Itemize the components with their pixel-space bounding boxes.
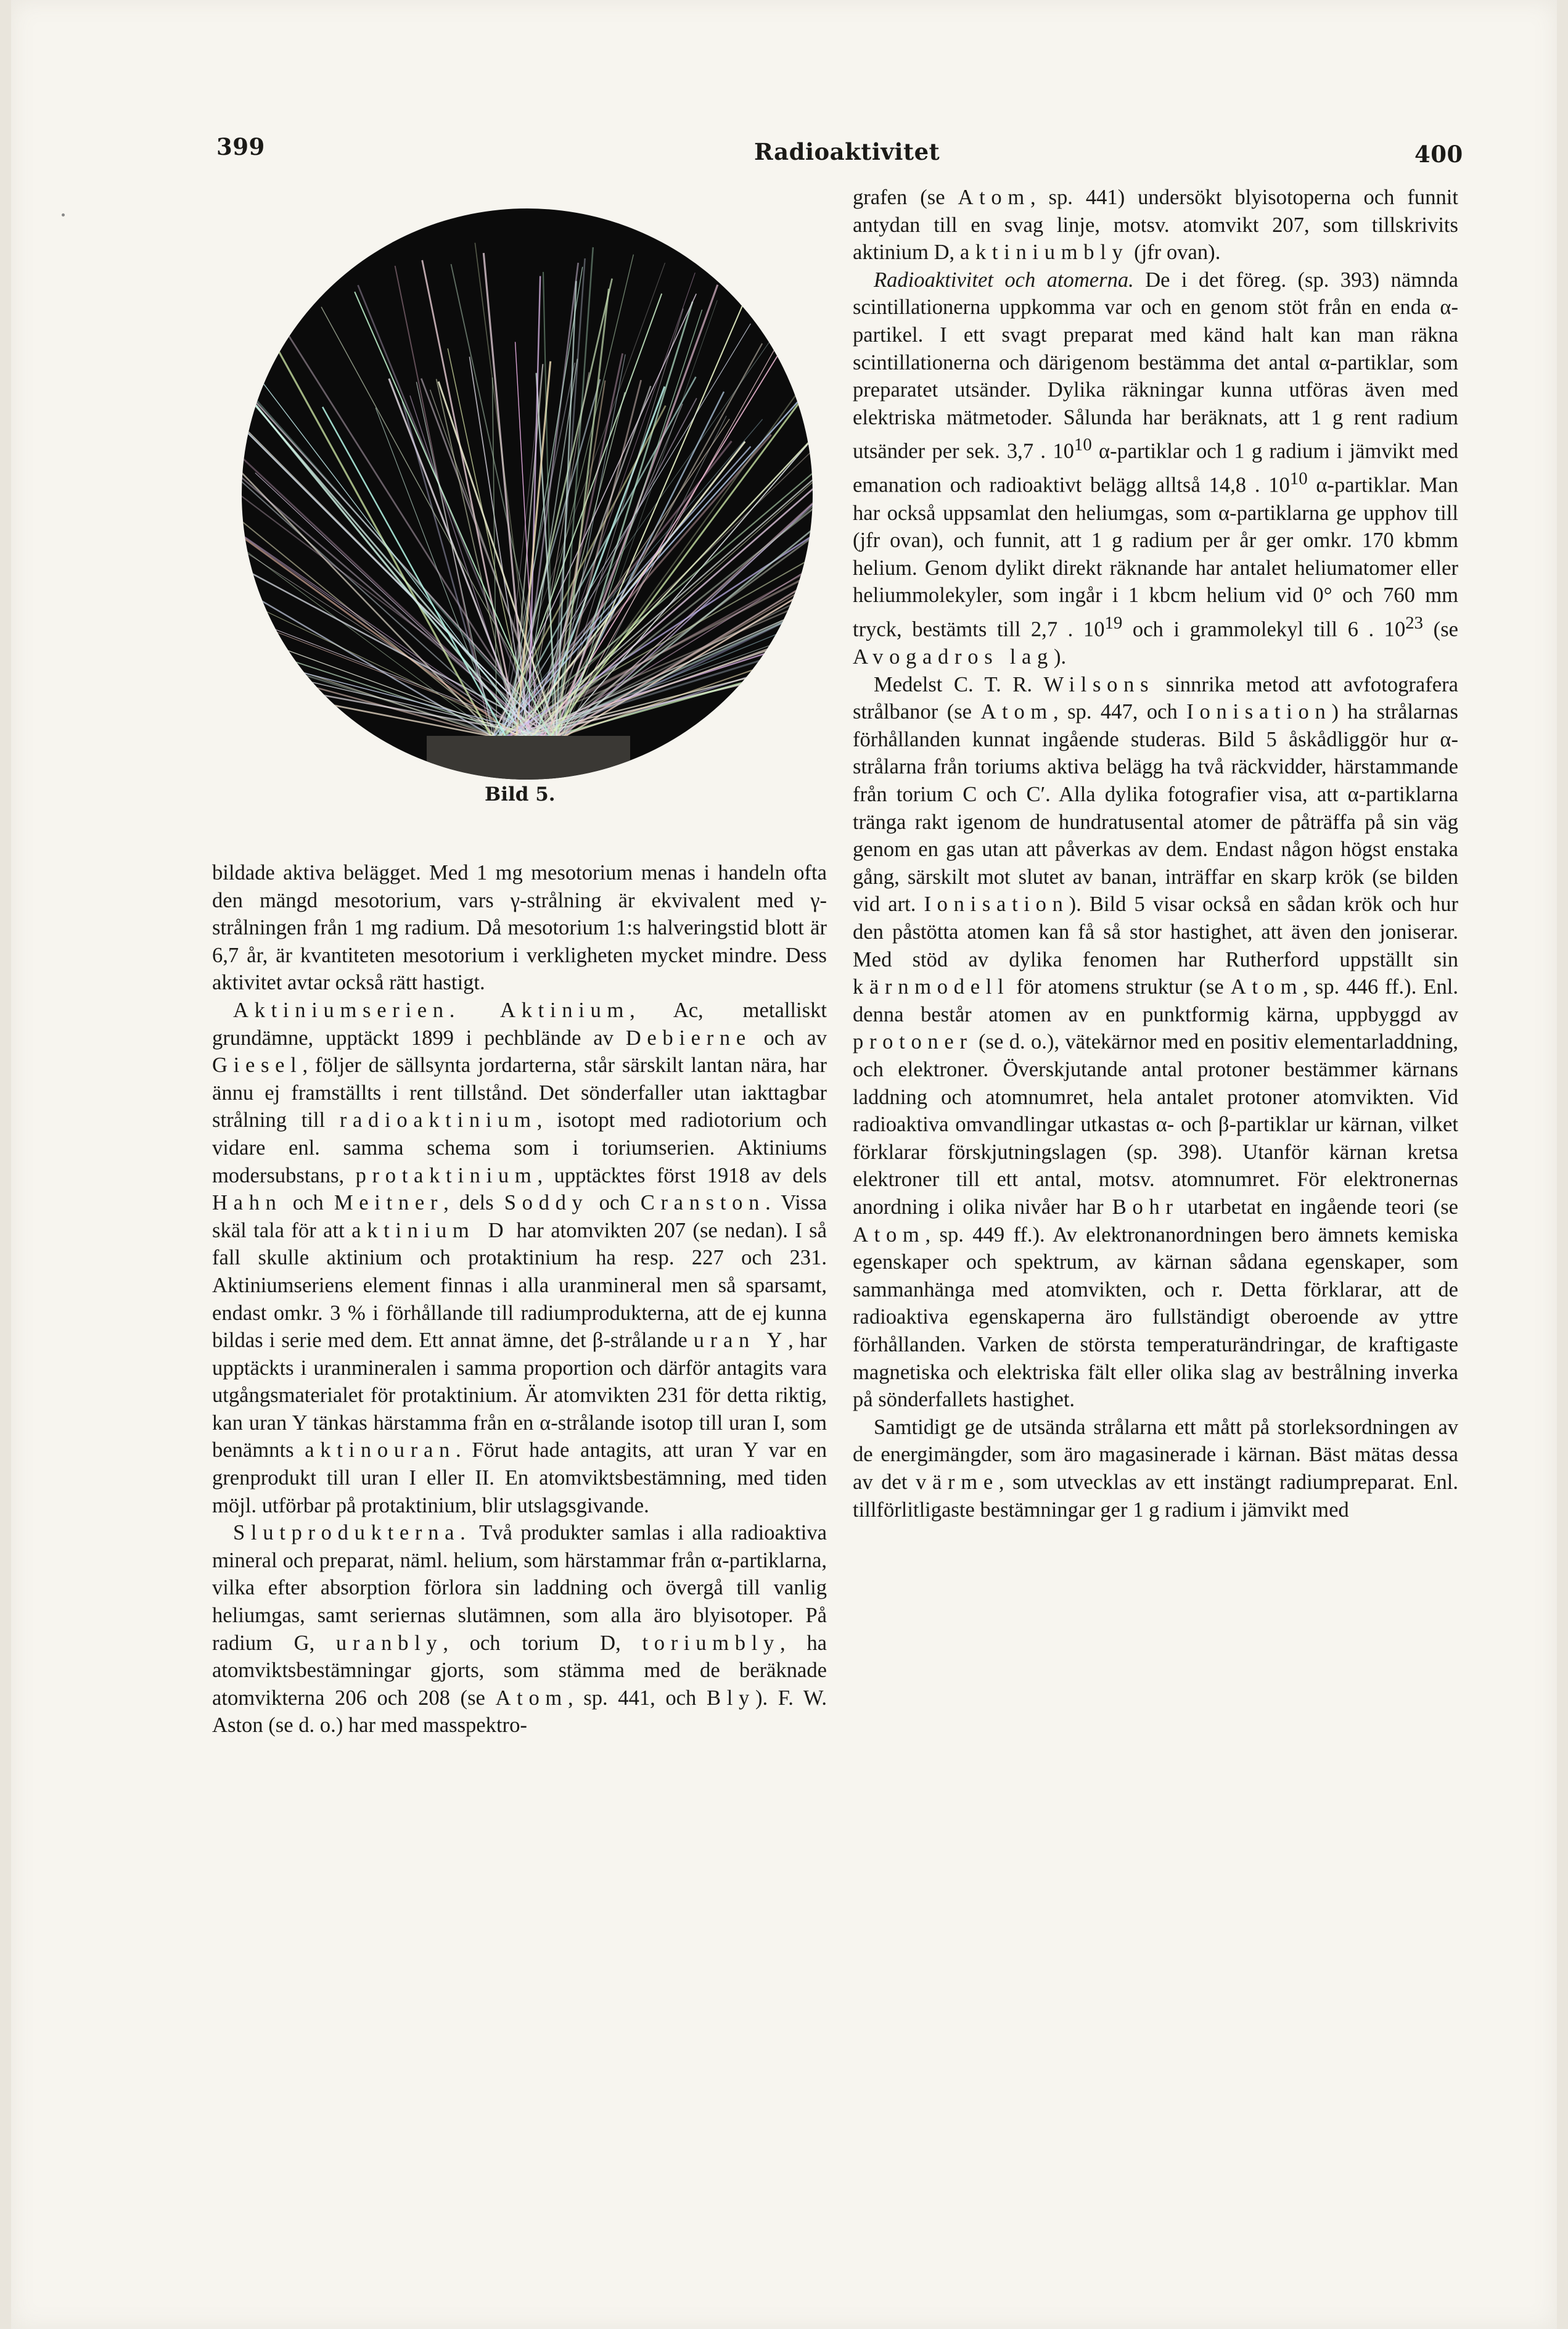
page-number-right: 400 <box>1414 141 1463 168</box>
alpha-track <box>242 600 511 739</box>
alpha-track <box>242 464 499 739</box>
paragraph: bildade aktiva belägget. Med 1 mg mesotorium menas i handeln ofta den mängd mesotorium, vars γ-strålning är ekvivalent med γ-strålningen från 1 mg radium. Då mesotorium 1:s halveringstid blott är 6,7 år, är kvantiteten mesotorium i verkligheten mycket mindre. Dess aktivitet avtar också rätt hastigt. <box>212 861 827 995</box>
alpha-track <box>543 272 554 739</box>
alpha-track <box>552 493 813 739</box>
alpha-tracks-image <box>242 208 813 780</box>
running-title: Radioaktivitet <box>754 138 940 165</box>
figure-caption: Bild 5. <box>485 783 556 806</box>
page <box>11 0 1557 2329</box>
paragraph: Medelst C. T. R. Wilsons sinnrika metod att avfotografera strålbanor (se Atom, sp. 447, och Ionisation) ha strålarnas förhållanden kunnat ingående studeras. Bild 5 åskådliggör hur α-strålarna från toriums aktiva belägg ha två räckvidder, härstammande från torium C och C′. Alla dylika fotografier visa, att α-partiklarna tränga rakt igenom de hundratusental atomer de påträffa på sin väg genom en gas utan att påverkas av dem. Endast någon högst enstaka gång, särskilt mot slutet av banan, inträffar en skarp krök (se bilden vid art. Ionisation). Bild 5 visar också en sådan krök och hur den påstötta atomen kan få så stor hastighet, att även den joniserar. Med stöd av dylika fenomen har Rutherford uppställt sin kärnmodell för atomens struktur (se Atom, sp. 446 ff.). Enl. denna består atomen av en punktformig kärna, uppbyggd av protoner (se d. o.), vätekärnor med en positiv elementarladdning, och elektroner. Överskjutande antal protoner bestämmer kärnans laddning och atomnumret, hela antalet protoner atomvikten. Vid radioaktiva omvandlingar utkastas α- och β-partiklar ur kärnan, vilket förklarar förskjutningslagen (sp. 398). Utanför kärnan kretsa elektroner till ett antal, motsv. atomnumret. För elektronernas anordning i olika nivåer har Bohr utarbetat en ingående teori (se Atom, sp. 449 ff.). Av elektronanordningen bero ämnets kemiska egenskaper och spektrum, av kärnan sådana egenskaper, som sammanhänga med atomvikten, och r. Detta förklarar, att de radioaktiva egenskaperna äro fullständigt oberoende av yttre förhållanden. Varken de största temperaturändringar, de kraftigaste magnetiska och elektriska fält eller olika slag av bestrålning inverka på sönderfallets hastighet. <box>853 672 1459 1412</box>
paragraph: Slutprodukterna. Två produkter samlas i alla radioaktiva mineral och preparat, näml. helium, som härstammar från α-partiklarna, vilka efter absorption förlora sin laddning och övergå till vanlig heliumgas, samt seriernas slutämnen, som alla äro blyisotoper. På radium G, uranbly, och torium D, toriumbly, ha atomviktsbestämningar gjorts, som stämma med de beräknade atomvikterna 206 och 208 (se Atom, sp. 441, och Bly). F. W. Aston (se d. o.) har med masspektro- <box>212 1521 827 1737</box>
paragraph: Radioaktivitet och atomerna. De i det föreg. (sp. 393) nämnda scintillationerna uppkomma var och en genom stöt från en enda α-partikel. I ett svagt preparat med känd halt kan man räkna scintillationerna och därigenom bestämma det antal α-partiklar, som preparatet utsänder. Dylika räkningar kunna utföras även med elektriska mätmetoder. Sålunda har beräknats, att 1 g rent radium utsänder per sek. 3,7 . $10^{10}$ α-partiklar och 1 g radium i jämvikt med emanation och radioaktivt belägg alltså 14,8 . $10^{10}$ α-partiklar. Man har också uppsamlat den heliumgas, som α-partiklarna ge upphov till (jfr ovan), och funnit, att 1 g radium per år ger omkr. 170 kbmm helium. Genom dylikt direkt räknande har antalet heliumatomer eller heliummolekyler, som ingår i 1 kbcm helium vid 0° och 760 mm tryck, bestämts till 2,7 . $10^{19}$ och i grammolekyl till 6 . $10^{23}$ (se Avogadros lag). <box>853 268 1458 669</box>
right-column <box>853 184 1458 1523</box>
alpha-track <box>242 414 546 739</box>
track-group <box>242 243 813 739</box>
cloud-chamber-photo <box>242 208 813 780</box>
paragraph: Aktiniumserien. Aktinium, Ac, metalliskt grundämne, upptäckt 1899 i pechblände av Debierne och av Giesel, följer de sällsynta jordarterna, står särskilt lantan nära, har ännu ej framställts i rent tillstånd. Det sönderfaller utan iakttagbar strålning till radioaktinium, isotopt med radiotorium och vidare enl. samma schema som i toriumserien. Aktiniums modersubstans, protaktinium, upptäcktes först 1918 av dels Hahn och Meitner, dels Soddy och Cranston. Vissa skäl tala för att aktinium D har atomvikten 207 (se nedan). I så fall skulle aktinium och protaktinium ha resp. 227 och 231. Aktiniumseriens element finnas i alla uranmineral men så sparsamt, endast omkr. 3 % i förhållande till radiumprodukterna, att de ej kunna bildas i serie med dem. Ett annat ämne, det β-strålande uran Y, har upptäckts i uranmineralen i samma proportion och därför antagits vara utgångsmaterialet för protaktinium. Är atomvikten 231 för detta riktig, kan uran Y tänkas härstamma från en α-strålande isotop till uran I, som benämnts aktinouran. Förut hade antagits, att uran Y var en grenprodukt till uran I eller II. En atomviktsbestämning, med tiden möjl. utförbar på protaktinium, blir utslagsgivande. <box>212 998 827 1517</box>
page-number-left: 399 <box>216 133 265 160</box>
source-holder <box>427 736 630 780</box>
left-column <box>212 859 827 1739</box>
paragraph: Samtidigt ge de utsända strålarna ett mått på storleksordningen av de energimängder, som äro magasinerade i kärnan. Bäst mätas dessa av det värme, som utvecklas av ett instängt radiumpreparat. Enl. tillförlitligaste bestämningar ger 1 g radium i jämvikt med <box>853 1415 1459 1522</box>
alpha-track <box>255 473 540 739</box>
paragraph: grafen (se Atom, sp. 441) undersökt blyisotoperna och funnit antydan till en svag linje, motsv. atomvikt 207, som tillskrivits aktinium D, aktiniumbly (jfr ovan). <box>853 186 1458 265</box>
alpha-track <box>358 285 543 739</box>
specks <box>62 213 65 216</box>
alpha-track <box>242 371 528 739</box>
